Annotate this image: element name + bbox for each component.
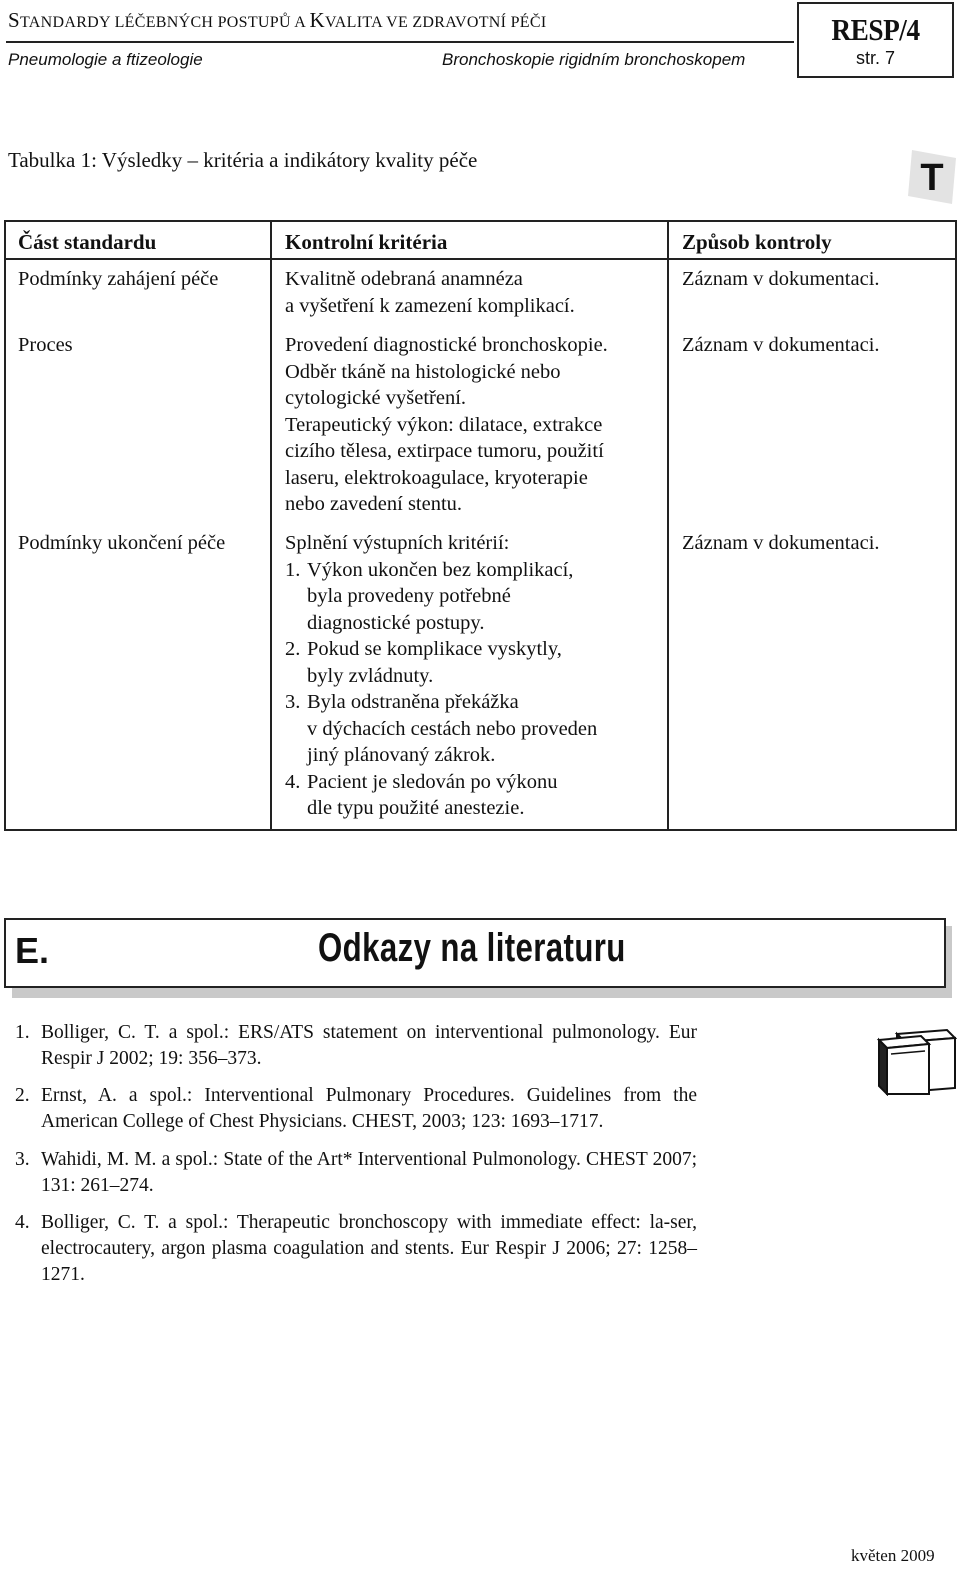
table-row-criteria (285, 332, 608, 518)
table-marker-icon (906, 148, 958, 206)
column-divider (667, 222, 669, 829)
reference-item (15, 1210, 697, 1288)
list-number: 1. (285, 558, 301, 581)
table-row-part: Podmínky zahájení péče (18, 268, 219, 290)
table-row-criteria (285, 530, 655, 822)
column-header-criteria: Kontrolní kritéria (285, 230, 448, 254)
criteria-list-item (285, 689, 655, 769)
criteria-line: laseru, elektrokoagulace, kryoterapie (285, 466, 588, 489)
criteria-intro: Splnění výstupních kritérií: (285, 532, 510, 554)
column-divider (270, 222, 272, 829)
criteria-line: Provedení diagnostické bronchoskopie. (285, 334, 608, 356)
criteria-list-item (285, 769, 655, 822)
header-row-divider (6, 258, 955, 260)
criteria-list-item (285, 557, 655, 637)
reference-number: 3. (15, 1149, 30, 1170)
reference-item (15, 1147, 697, 1199)
criteria-list-item (285, 636, 655, 689)
table-row-criteria (285, 266, 575, 319)
list-number: 3. (285, 691, 301, 713)
criteria-line: Pacient je sledován po výkonu (307, 770, 558, 793)
criteria-line: Byla odstraněna překážka (307, 691, 519, 713)
table-row-part: Podmínky ukončení péče (18, 532, 226, 554)
column-header-part: Část standardu (18, 230, 157, 254)
criteria-line: byla provedeny potřebné (307, 585, 511, 607)
document-code-box (797, 2, 954, 78)
title-rest-1: TANDARDY LÉČEBNÝCH POSTUPŮ A (19, 14, 310, 31)
table-marker-letter: T (920, 157, 944, 199)
reference-number: 4. (15, 1212, 30, 1233)
criteria-line: Odběr tkáně na histologické nebo (285, 360, 561, 383)
table-row-control: Záznam v dokumentaci. (682, 334, 880, 356)
criteria-line: Terapeutický výkon: dilatace, extrakce (285, 413, 603, 436)
list-text (307, 557, 655, 637)
criteria-line: dle typu použité anestezie. (307, 797, 525, 819)
title-initial-1: S (8, 8, 20, 32)
reference-text: Wahidi, M. M. a spol.: State of the Art* Interventional Pulmonology. CHEST 2007; 131: 261–274. (41, 1149, 697, 1196)
list-number: 2. (285, 638, 301, 660)
list-text (307, 636, 655, 689)
column-header-control: Způsob kontroly (682, 230, 832, 254)
criteria-line: cizího tělesa, extirpace tumoru, použití (285, 440, 604, 462)
footer-date: květen 2009 (851, 1546, 935, 1565)
title-initial-2: K (309, 8, 325, 32)
list-text (307, 689, 655, 769)
reference-item (15, 1083, 697, 1135)
reference-number: 1. (15, 1022, 30, 1043)
list-number: 4. (285, 770, 301, 793)
table-row-control: Záznam v dokumentaci. (682, 532, 880, 554)
results-table (4, 220, 957, 831)
reference-number: 2. (15, 1085, 30, 1106)
books-icon (875, 1024, 957, 1096)
criteria-line: a vyšetření k zamezení komplikací. (285, 294, 575, 317)
criteria-line: Kvalitně odebraná anamnéza (285, 268, 523, 290)
header-rule (6, 41, 794, 43)
reference-text: Bolliger, C. T. a spol.: Therapeutic bronchoscopy with immediate effect: la-ser, electrocautery, argon plasma coagulation and stents. Eur Respir J 2006; 27: 1258–1271. (41, 1212, 697, 1285)
criteria-line: cytologické vyšetření. (285, 387, 467, 409)
section-letter: E. (15, 930, 50, 971)
table-row-part: Proces (18, 334, 73, 356)
reference-text: Ernst, A. a spol.: Interventional Pulmonary Procedures. Guidelines from the American College of Chest Physicians. CHEST, 2003; 123: 1693–1717. (41, 1085, 697, 1132)
criteria-line: nebo zavedení stentu. (285, 493, 463, 515)
criteria-line: jiný plánovaný zákrok. (307, 744, 496, 766)
list-text (307, 769, 655, 822)
criteria-line: Výkon ukončen bez komplikací, (307, 558, 574, 581)
criteria-line: byly zvládnuty. (307, 664, 434, 687)
criteria-line: diagnostické postupy. (307, 611, 485, 634)
procedure-label: Bronchoskopie rigidním bronchoskopem (442, 50, 746, 69)
reference-text: Bolliger, C. T. a spol.: ERS/ATS statement on interventional pulmonology. Eur Respir J 2002; 19: 356–373. (41, 1022, 697, 1069)
table-row-control: Záznam v dokumentaci. (682, 268, 880, 290)
criteria-line: Pokud se komplikace vyskytly, (307, 638, 562, 660)
criteria-line: v dýchacích cestách nebo proveden (307, 717, 598, 740)
section-title: Odkazy na literaturu (318, 926, 626, 970)
reference-item (15, 1020, 697, 1072)
document-code: RESP/4 (831, 12, 920, 47)
table-caption: Tabulka 1: Výsledky – kritéria a indikátory kvality péče (8, 148, 478, 172)
specialty-label: Pneumologie a ftizeologie (8, 50, 203, 69)
document-series-title (8, 8, 546, 33)
page-number: str. 7 (855, 48, 895, 68)
title-rest-2: VALITA VE ZDRAVOTNÍ PÉČI (324, 14, 547, 31)
